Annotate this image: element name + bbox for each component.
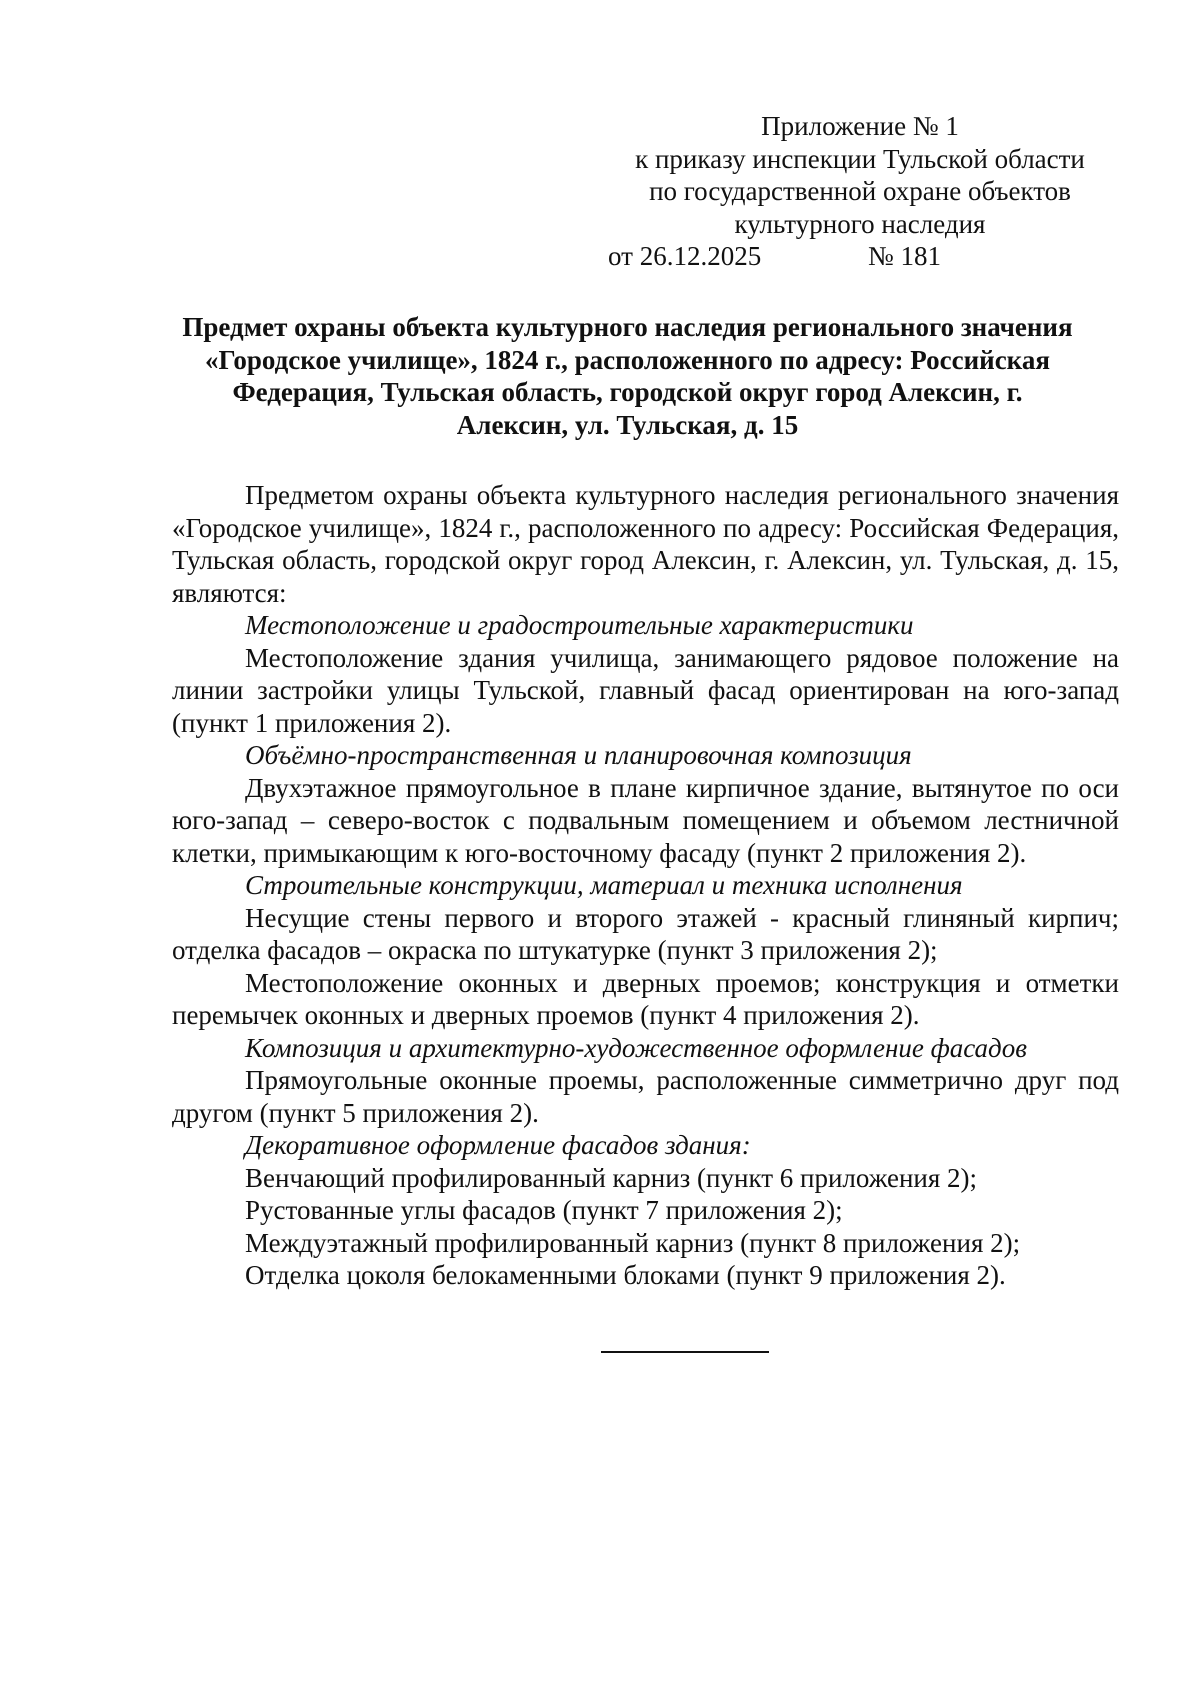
decoration-item-2: Рустованные углы фасадов (пункт 7 приложения 2); <box>245 1195 843 1225</box>
document-title <box>160 311 1095 441</box>
section-heading-decoration: Декоративное оформление фасадов здания: <box>245 1130 751 1160</box>
section-text-facades: Прямоугольные оконные проемы, расположенные симметрично друг под другом (пункт 5 приложения 2). <box>172 1065 1119 1128</box>
decoration-item-1: Венчающий профилированный карниз (пункт 6 приложения 2); <box>245 1162 978 1193</box>
section-text-construction-1: Несущие стены первого и второго этажей - красный глиняный кирпич; отделка фасадов – окраска по штукатурке (пункт 3 приложения 2); <box>172 902 1119 965</box>
document-body <box>172 479 1119 1292</box>
order-number: № 181 <box>868 241 942 271</box>
appendix-number: Приложение № 1 <box>761 111 959 141</box>
order-reference: к приказу инспекции Тульской области <box>635 143 1085 174</box>
appendix-header <box>600 110 1120 272</box>
section-heading-facades: Композиция и архитектурно-художественное оформление фасадов <box>245 1032 1027 1063</box>
section-text-construction-2: Местоположение оконных и дверных проемов; конструкция и отметки перемычек оконных и дверных проемов (пункт 4 приложения 2). <box>172 967 1119 1030</box>
title-line-4: Алексин, ул. Тульская, д. 15 <box>456 409 799 440</box>
section-text-location: Местоположение здания училища, занимающего рядовое положение на линии застройки улицы Тульской, главный фасад ориентирован на юго-запад (пункт 1 приложения 2). <box>172 642 1119 738</box>
section-text-composition: Двухэтажное прямоугольное в плане кирпичное здание, вытянутое по оси юго-запад – северо-восток с подвальным помещением и объемом лестничной клетки, примыкающим к юго-восточному фасаду (пункт 2 приложения 2). <box>172 772 1119 868</box>
intro-paragraph: Предметом охраны объекта культурного наследия регионального значения «Городское училище», 1824 г., расположенного по адресу: Российская Федерация, Тульская область, городской округ город Алексин, г. Алексин, ул. Тульская, д. 15, являются: <box>172 480 1119 608</box>
title-line-3: Федерация, Тульская область, городской округ город Алексин, г. <box>232 377 1023 407</box>
order-reference-line2: по государственной охране объектов <box>649 176 1071 206</box>
order-date: от 26.12.2025 <box>608 241 762 271</box>
order-date-line <box>600 240 1120 272</box>
section-heading-location: Местоположение и градостроительные характеристики <box>245 610 914 640</box>
section-heading-construction: Строительные конструкции, материал и техника исполнения <box>245 870 963 900</box>
section-heading-composition: Объёмно-пространственная и планировочная композиция <box>245 740 912 770</box>
title-line-1: Предмет охраны объекта культурного наследия регионального значения <box>182 312 1073 342</box>
order-reference-line3: культурного наследия <box>734 208 986 239</box>
decoration-item-4: Отделка цоколя белокаменными блоками (пункт 9 приложения 2). <box>245 1260 1006 1290</box>
decoration-item-3: Междуэтажный профилированный карниз (пункт 8 приложения 2); <box>245 1227 1021 1258</box>
title-line-2: «Городское училище», 1824 г., расположенного по адресу: Российская <box>205 344 1050 375</box>
end-separator-line <box>601 1351 769 1353</box>
